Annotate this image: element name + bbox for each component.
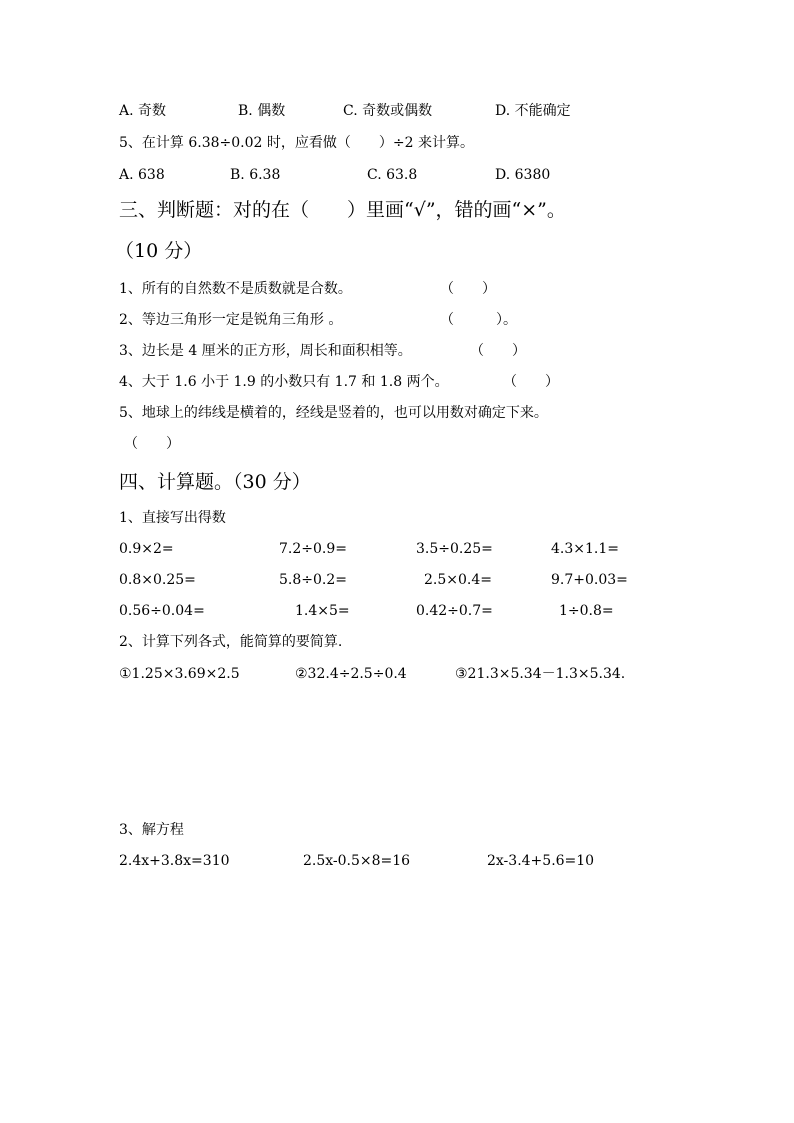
q5-option-d: D. 6380 [495,167,551,183]
section3-title: 三、判断题：对的在（ ）里画“√”，错的画“×”。 [119,199,566,221]
calc-item: 1.4×5= [295,603,350,619]
q4-option-b: B. 偶数 [238,103,286,119]
equation-item-2: 2.5x-0.5×8=16 [303,853,411,869]
q5-option-a: A. 638 [119,167,165,183]
q4-option-c: C. 奇数或偶数 [343,103,433,119]
calc-item: 0.42÷0.7= [416,603,493,619]
calc-item: 3.5÷0.25= [416,541,493,557]
calc-part2-title: 2、计算下列各式，能简算的要简算. [119,634,343,650]
judge-item-5: 5、地球上的纬线是横着的，经线是竖着的，也可以用数对确定下来。 [119,405,548,421]
equation-item-3: 2x-3.4+5.6=10 [487,853,595,869]
calc-part3-title: 3、解方程 [119,822,184,838]
calc-item: 5.8÷0.2= [279,572,347,588]
section3-score: （10 分） [115,240,203,262]
calc-item: 4.3×1.1= [551,541,619,557]
q4-option-d: D. 不能确定 [495,103,571,119]
q4-option-a: A. 奇数 [119,103,167,119]
judge-bracket-3: （ ） [470,343,526,359]
judge-bracket-4: （ ） [503,374,559,390]
equation-item-1: 2.4x+3.8x=310 [119,853,230,869]
section4-title: 四、计算题。（30 分） [119,471,311,493]
calc-part1-title: 1、直接写出得数 [119,510,226,526]
q5-option-b: B. 6.38 [230,167,281,183]
calc-item: 2.5×0.4= [424,572,492,588]
calc-item: 1÷0.8= [559,603,614,619]
calc-item: 0.8×0.25= [119,572,196,588]
judge-item-2: 2、等边三角形一定是锐角三角形 。 [119,312,343,328]
judge-item-3: 3、边长是 4 厘米的正方形，周长和面积相等。 [119,343,412,359]
q5-option-c: C. 63.8 [367,167,418,183]
judge-bracket-2: （ ）。 [440,312,517,328]
calc-item: 0.56÷0.04= [119,603,205,619]
q5-text: 5、在计算 6.38÷0.02 时，应看做（ ）÷2 来计算。 [119,135,474,151]
calc-item: 7.2÷0.9= [279,541,347,557]
calc-item: 9.7+0.03= [551,572,628,588]
simplify-item-3: ③21.3×5.34－1.3×5.34. [455,666,626,682]
simplify-item-1: ①1.25×3.69×2.5 [119,666,240,682]
calc-item: 0.9×2= [119,541,174,557]
simplify-item-2: ②32.4÷2.5÷0.4 [295,666,407,682]
judge-bracket-1: （ ） [440,281,496,297]
judge-item-1: 1、所有的自然数不是质数就是合数。 [119,281,352,297]
judge-item-4: 4、大于 1.6 小于 1.9 的小数只有 1.7 和 1.8 两个。 [119,374,449,390]
judge-bracket-5: （ ） [124,436,180,452]
